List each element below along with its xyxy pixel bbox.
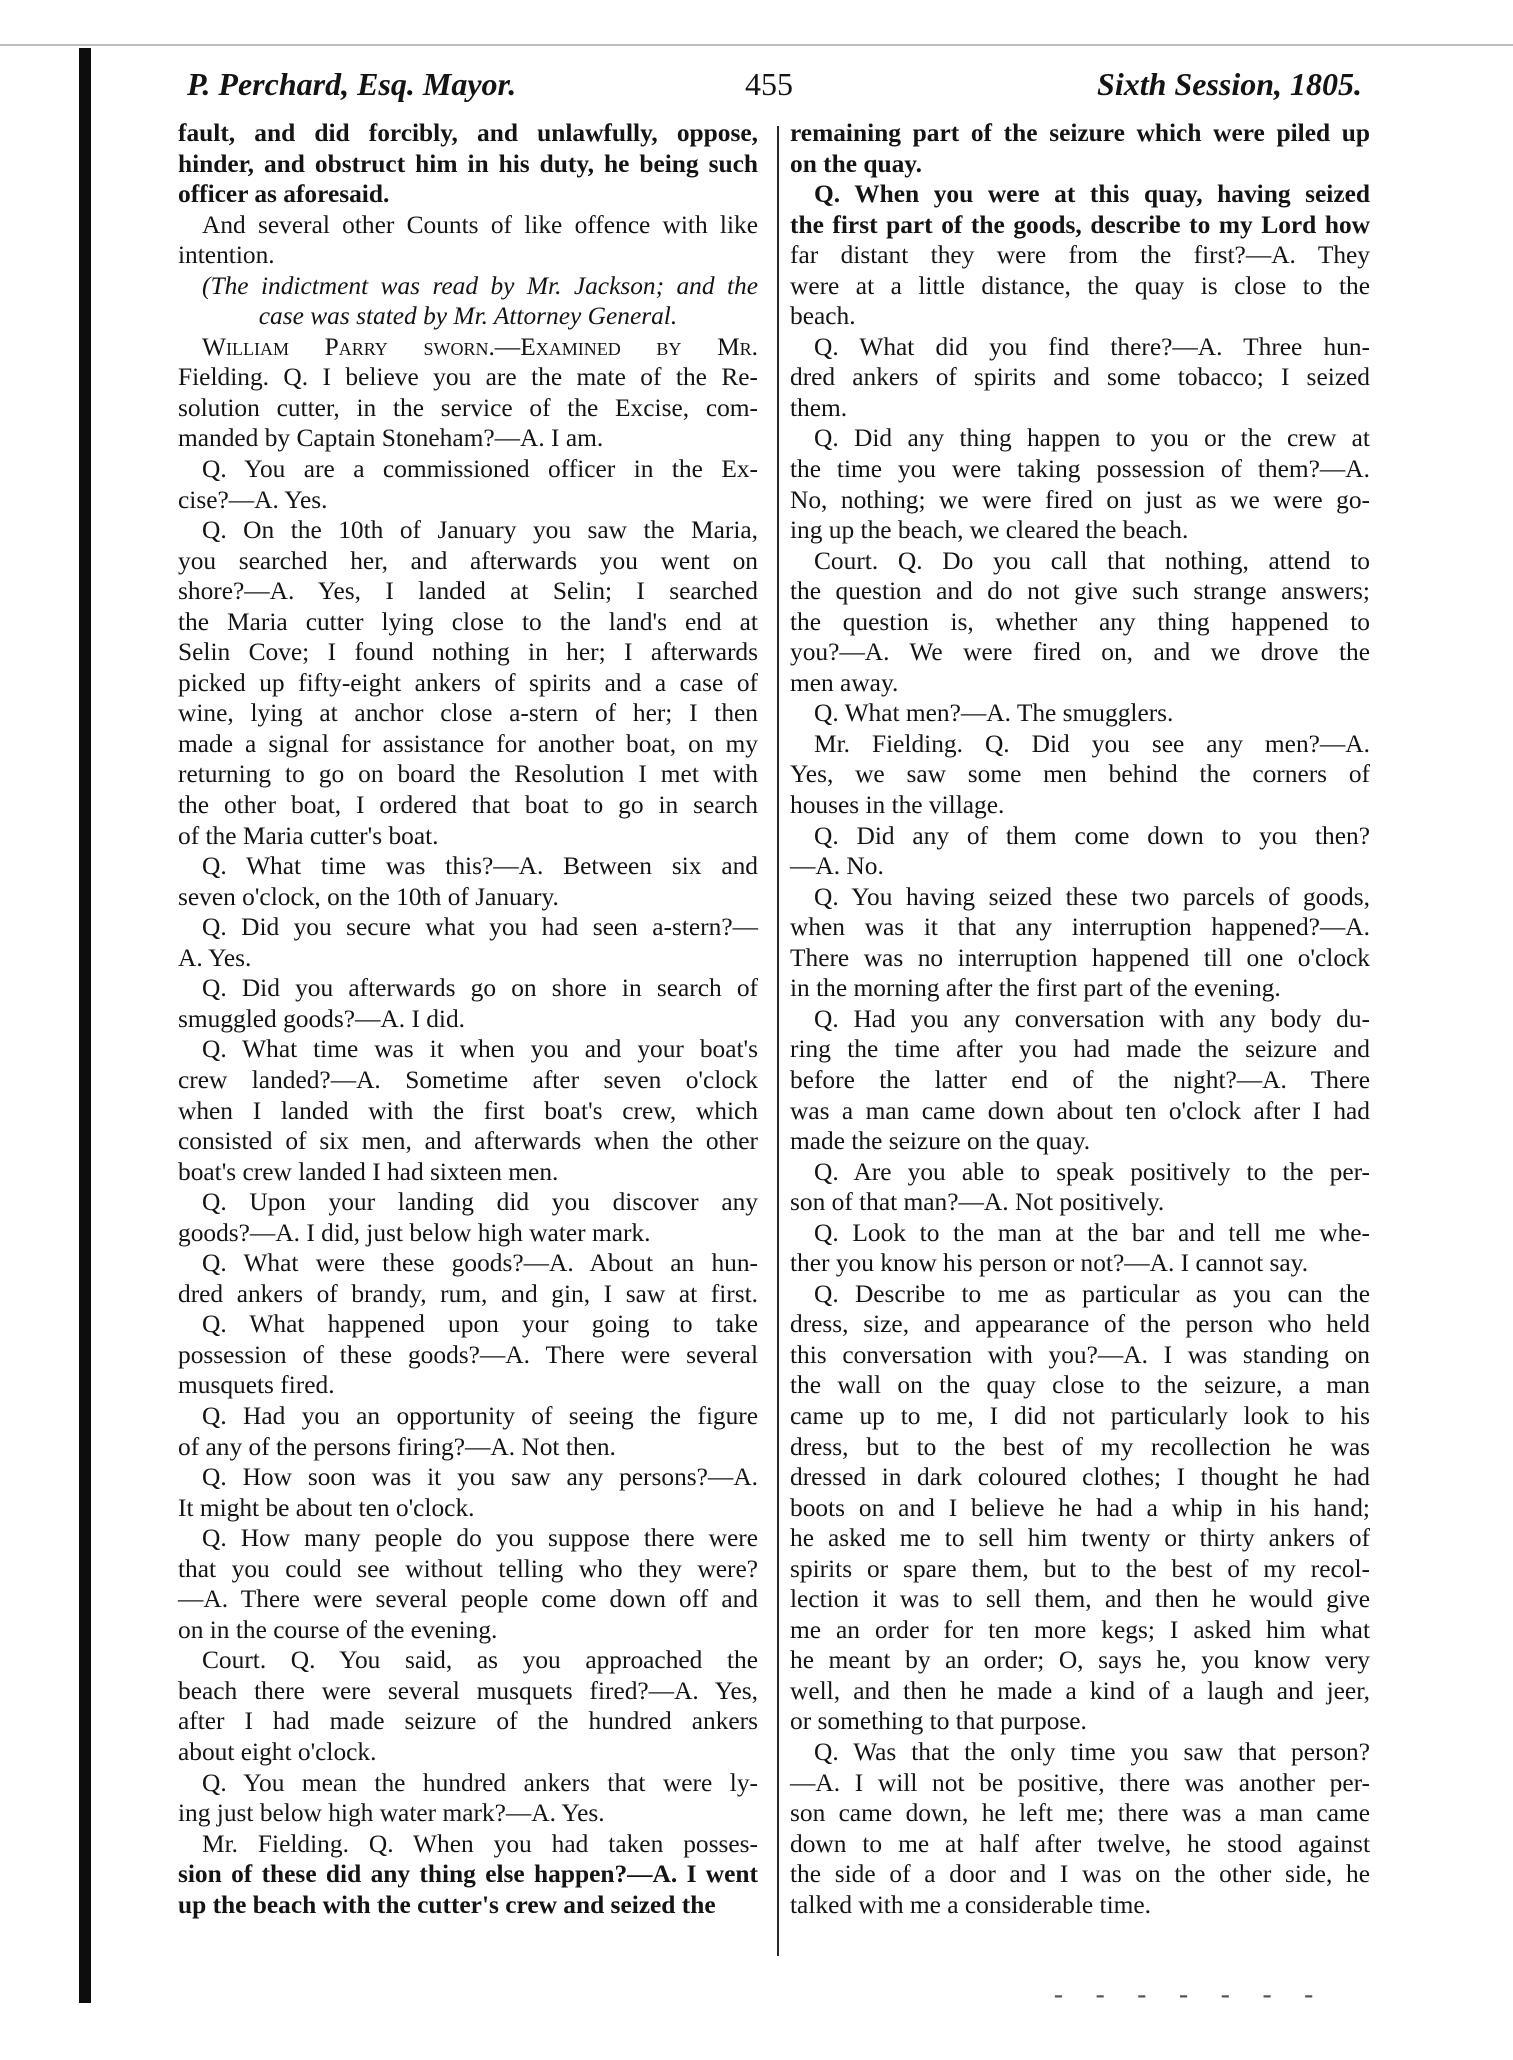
right_column-line: —A. No.: [790, 852, 884, 881]
left_column-line: goods?—A. I did, just below high water mark.: [178, 1218, 651, 1247]
left_column-line: sion of these did any thing else happen?—A. I went: [178, 1860, 758, 1889]
left-column: [178, 118, 758, 1920]
right_column-line: Q. When you were at this quay, having seized: [814, 180, 1370, 209]
right_column-line: spirits or spare them, but to the best of my recol-: [790, 1554, 1370, 1583]
left_column-line: Q. On the 10th of January you saw the Maria,: [202, 516, 758, 545]
left_column-line: wine, lying at anchor close a-stern of her; I then: [178, 699, 758, 728]
left_column-line: made a signal for assistance for another boat, on my: [178, 729, 758, 758]
left_column-line: musquets fired.: [178, 1371, 335, 1400]
right_column-line: were at a little distance, the quay is close to the: [790, 271, 1370, 300]
left_column-line: It might be about ten o'clock.: [178, 1493, 475, 1522]
right_column-line: Court. Q. Do you call that nothing, attend to: [814, 546, 1370, 575]
right_column-line: No, nothing; we were fired on just as we were go-: [790, 485, 1370, 514]
left_column-line: And several other Counts of like offence with like: [202, 210, 758, 239]
left_column-line: that you could see without telling who they were?: [178, 1554, 758, 1583]
right_column-line: Q. What men?—A. The smugglers.: [814, 699, 1174, 728]
left_column-line: solution cutter, in the service of the Excise, com-: [178, 393, 758, 422]
left_column-line: case was stated by Mr. Attorney General.: [258, 302, 678, 331]
right_column-line: Q. Did any thing happen to you or the crew at: [814, 424, 1370, 453]
left_column-line: boat's crew landed I had sixteen men.: [178, 1157, 559, 1186]
right_column-line: ther you know his person or not?—A. I cannot say.: [790, 1249, 1309, 1278]
left_column-line: intention.: [178, 241, 275, 270]
left_column-line: Q. Did you secure what you had seen a-stern?—: [202, 913, 758, 942]
left_column-line: fault, and did forcibly, and unlawfully, oppose,: [178, 119, 758, 147]
right_column-line: Q. Did any of them come down to you then?: [814, 821, 1370, 850]
column-divider: [777, 126, 779, 1956]
left_column-line: Q. What time was it when you and your boat's: [202, 1035, 758, 1064]
left_column-line: beach there were several musquets fired?—A. Yes,: [178, 1676, 758, 1705]
left_column-line: you searched her, and afterwards you went on: [178, 546, 758, 575]
left_column-line: Q. How many people do you suppose there were: [202, 1524, 758, 1553]
right_column-line: this conversation with you?—A. I was standing on: [790, 1340, 1370, 1369]
right_column-line: before the latter end of the night?—A. There: [790, 1065, 1370, 1094]
page-header: [187, 66, 1362, 106]
left_column-line: after I had made seizure of the hundred ankers: [178, 1707, 758, 1736]
right_column-line: Q. Look to the man at the bar and tell me whe-: [814, 1218, 1370, 1247]
binding-edge-bar: [79, 48, 91, 2003]
right_column-line: down to me at half after twelve, he stood against: [790, 1829, 1370, 1858]
bottom-scan-mark: - - - - - - -: [1050, 1978, 1322, 2011]
left_column-line: dred ankers of brandy, rum, and gin, I saw at first.: [178, 1279, 758, 1308]
left_column-line: hinder, and obstruct him in his duty, he being such: [178, 149, 758, 178]
right_column-line: or something to that purpose.: [790, 1707, 1087, 1736]
left_column-line: when I landed with the first boat's crew, which: [178, 1096, 758, 1125]
left_column-line: Q. Did you afterwards go on shore in search of: [202, 974, 758, 1003]
left_column-line: Q. What time was this?—A. Between six and: [202, 852, 758, 881]
right_column-line: houses in the village.: [790, 791, 1005, 820]
right_column-line: Q. Are you able to speak positively to the per-: [814, 1157, 1370, 1186]
right_column-line: the question and do not give such strange answers;: [790, 577, 1370, 606]
left_column-line: Q. You are a commissioned officer in the Ex-: [202, 455, 758, 484]
left_column-line: on in the course of the evening.: [178, 1615, 498, 1644]
right_column-line: when was it that any interruption happened?—A.: [790, 913, 1370, 942]
right_column-line: in the morning after the first part of the evening.: [790, 974, 1281, 1003]
right_column-line: beach.: [790, 302, 856, 331]
left_column-line: Q. You mean the hundred ankers that were ly-: [202, 1768, 758, 1797]
right_column-line: he meant by an order; O, says he, you know very: [790, 1646, 1370, 1675]
right_column-line: Q. Describe to me as particular as you can the: [814, 1279, 1370, 1308]
right_column-line: the first part of the goods, describe to my Lord how: [790, 210, 1370, 239]
left_column-line: the other boat, I ordered that boat to go in search: [178, 791, 758, 820]
right_column-line: boots on and I believe he had a whip in his hand;: [790, 1493, 1370, 1522]
top-scan-rule: [0, 44, 1513, 46]
left_column-line: of any of the persons firing?—A. Not then.: [178, 1432, 616, 1461]
left_column-line: shore?—A. Yes, I landed at Selin; I searched: [178, 577, 758, 606]
left_column-line: up the beach with the cutter's crew and seized the: [178, 1890, 716, 1919]
right_column-line: well, and then he made a kind of a laugh and jeer,: [790, 1676, 1370, 1705]
header-left: P. Perchard, Esq. Mayor.: [187, 66, 517, 102]
left_column-line: returning to go on board the Resolution I met with: [178, 760, 758, 789]
left_column-line: officer as aforesaid.: [178, 180, 390, 209]
left_column-line: possession of these goods?—A. There were several: [178, 1340, 758, 1369]
right_column-line: Q. What did you find there?—A. Three hun-: [814, 332, 1370, 361]
right_column-line: remaining part of the seizure which were piled up: [790, 119, 1370, 147]
right_column-line: Yes, we saw some men behind the corners of: [790, 760, 1370, 789]
right_column-line: dress, size, and appearance of the person who held: [790, 1310, 1370, 1339]
left_column-line: of the Maria cutter's boat.: [178, 821, 439, 850]
right_column-line: he asked me to sell him twenty or thirty ankers of: [790, 1524, 1370, 1553]
right_column-line: Q. Had you any conversation with any body du-: [814, 1004, 1370, 1033]
right_column-line: There was no interruption happened till one o'clock: [790, 943, 1370, 972]
right_column-line: lection it was to sell them, and then he would give: [790, 1585, 1370, 1614]
right_column-line: Q. You having seized these two parcels of goods,: [814, 882, 1370, 911]
right_column-line: dress, but to the best of my recollection he was: [790, 1432, 1370, 1461]
left_column-line: Q. Had you an opportunity of seeing the figure: [202, 1401, 758, 1430]
left_column-line: Q. What were these goods?—A. About an hun-: [202, 1249, 758, 1278]
right_column-line: son came down, he left me; there was a man came: [790, 1799, 1370, 1828]
left_column-line: William Parry sworn.—Examined by Mr.: [202, 332, 758, 361]
right_column-line: the time you were taking possession of them?—A.: [790, 455, 1370, 484]
right_column-line: far distant they were from the first?—A. They: [790, 241, 1370, 270]
left_column-line: ing just below high water mark?—A. Yes.: [178, 1799, 605, 1828]
right_column-line: ring the time after you had made the seizure and: [790, 1035, 1370, 1064]
left_column-line: Selin Cove; I found nothing in her; I afterwards: [178, 638, 758, 667]
left_column-line: Q. What happened upon your going to take: [202, 1310, 758, 1339]
left_column-line: (The indictment was read by Mr. Jackson; and the: [202, 271, 758, 300]
left_column-line: manded by Captain Stoneham?—A. I am.: [178, 424, 604, 453]
right_column-line: —A. I will not be positive, there was another per-: [790, 1768, 1370, 1797]
right_column-line: made the seizure on the quay.: [790, 1127, 1091, 1156]
left_column-line: A. Yes.: [178, 943, 252, 972]
right_column-line: Q. Was that the only time you saw that person?: [814, 1737, 1370, 1766]
right_column-line: dressed in dark coloured clothes; I thought he had: [790, 1463, 1370, 1492]
right_column-line: on the quay.: [790, 149, 922, 178]
right-column: [790, 118, 1370, 1920]
right_column-line: talked with me a considerable time.: [790, 1890, 1151, 1919]
left_column-line: the Maria cutter lying close to the land's end at: [178, 607, 758, 636]
right_column-line: the question is, whether any thing happened to: [790, 607, 1370, 636]
left_column-line: picked up fifty-eight ankers of spirits and a case of: [178, 668, 758, 697]
right_column-line: came up to me, I did not particularly look to his: [790, 1401, 1370, 1430]
left_column-line: cise?—A. Yes.: [178, 485, 328, 514]
right_column-line: was a man came down about ten o'clock after I had: [790, 1096, 1370, 1125]
left_column-line: Court. Q. You said, as you approached the: [202, 1646, 758, 1675]
left_column-line: consisted of six men, and afterwards when the other: [178, 1127, 758, 1156]
page-number: 455: [745, 66, 793, 102]
right_column-line: ing up the beach, we cleared the beach.: [790, 516, 1189, 545]
left_column-line: Mr. Fielding. Q. When you had taken posses-: [202, 1829, 758, 1858]
right_column-line: the wall on the quay close to the seizure, a man: [790, 1371, 1370, 1400]
right_column-line: them.: [790, 393, 848, 422]
header-right: Sixth Session, 1805.: [1097, 66, 1362, 102]
right_column-line: the side of a door and I was on the other side, he: [790, 1860, 1370, 1889]
right_column-line: me an order for ten more kegs; I asked him what: [790, 1615, 1370, 1644]
left_column-line: Q. Upon your landing did you discover any: [202, 1188, 758, 1217]
left_column-line: —A. There were several people come down off and: [178, 1585, 758, 1614]
left_column-line: Fielding. Q. I believe you are the mate of the Re-: [178, 363, 758, 392]
left_column-line: smuggled goods?—A. I did.: [178, 1004, 466, 1033]
left_column-line: Q. How soon was it you saw any persons?—A.: [202, 1463, 758, 1492]
left_column-line: seven o'clock, on the 10th of January.: [178, 882, 559, 911]
left_column-line: about eight o'clock.: [178, 1737, 377, 1766]
right_column-line: dred ankers of spirits and some tobacco; I seized: [790, 363, 1370, 392]
right_column-line: you?—A. We were fired on, and we drove the: [790, 638, 1370, 667]
left_column-line: crew landed?—A. Sometime after seven o'clock: [178, 1065, 758, 1094]
right_column-line: son of that man?—A. Not positively.: [790, 1188, 1165, 1217]
right_column-line: men away.: [790, 668, 899, 697]
right_column-line: Mr. Fielding. Q. Did you see any men?—A.: [814, 729, 1370, 758]
